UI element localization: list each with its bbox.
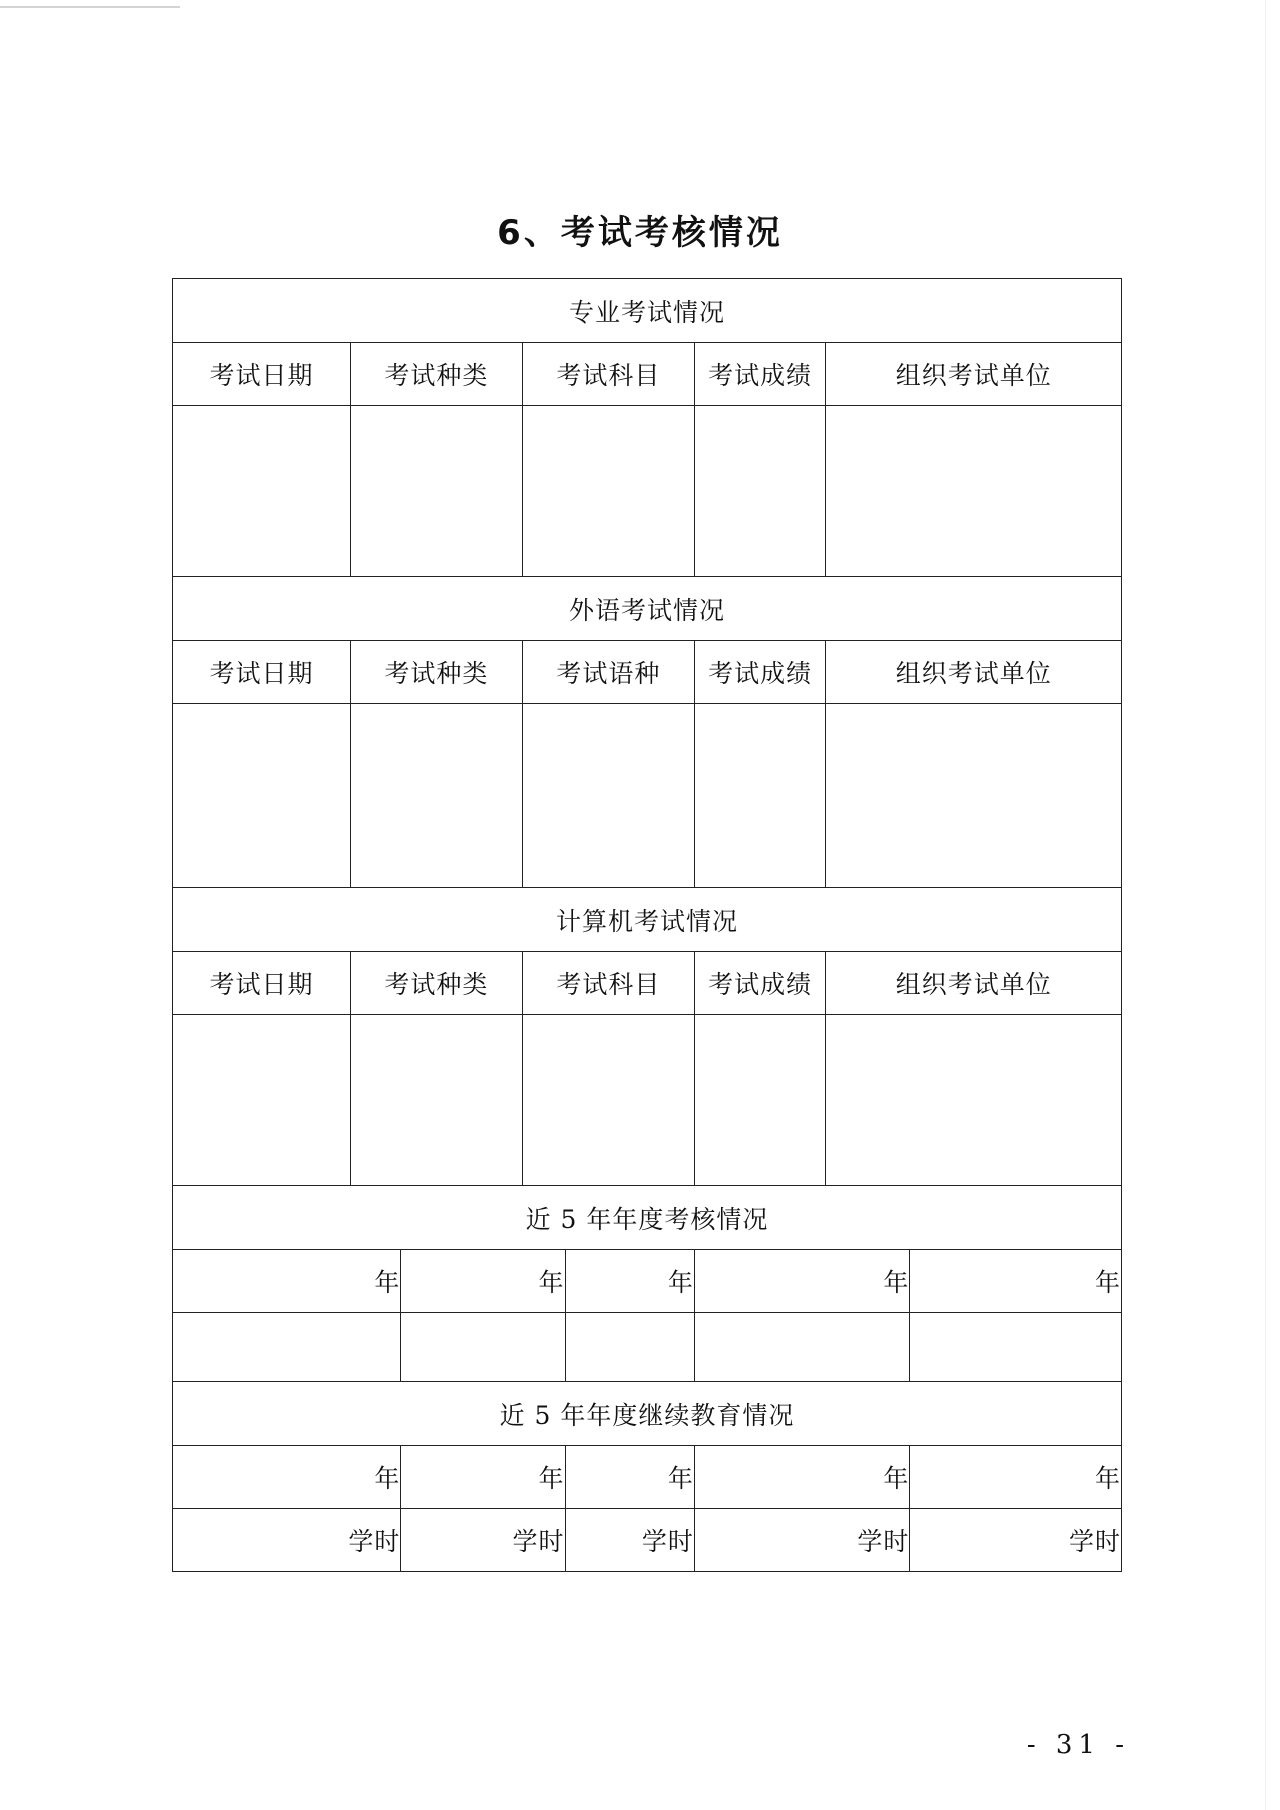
input-cell[interactable] <box>350 406 522 577</box>
column-header: 考试成绩 <box>694 952 826 1015</box>
column-header: 考试种类 <box>350 952 522 1015</box>
foreign-language-exam-heading: 外语考试情况 <box>173 577 1122 641</box>
study-hours-cell[interactable]: 学时 <box>173 1509 401 1572</box>
study-hours-cell[interactable]: 学时 <box>910 1509 1122 1572</box>
column-header: 组织考试单位 <box>826 952 1122 1015</box>
input-cell[interactable] <box>522 704 694 888</box>
year-label[interactable]: 年 <box>173 1446 401 1509</box>
year-label[interactable]: 年 <box>401 1446 565 1509</box>
column-header: 考试科目 <box>522 952 694 1015</box>
exam-assessment-form <box>172 278 1122 1572</box>
scan-edge <box>0 6 180 8</box>
page-number: - 31 - <box>1026 1730 1130 1760</box>
assessment-result-cell[interactable] <box>910 1313 1122 1382</box>
input-cell[interactable] <box>694 406 826 577</box>
column-header: 考试种类 <box>350 343 522 406</box>
input-cell[interactable] <box>173 406 351 577</box>
professional-exam-heading: 专业考试情况 <box>173 279 1122 343</box>
input-cell[interactable] <box>694 1015 826 1186</box>
scan-edge <box>1265 0 1266 1810</box>
year-label[interactable]: 年 <box>565 1250 694 1313</box>
column-header: 组织考试单位 <box>826 343 1122 406</box>
input-cell[interactable] <box>826 406 1122 577</box>
year-label[interactable]: 年 <box>694 1250 910 1313</box>
year-label[interactable]: 年 <box>565 1446 694 1509</box>
input-cell[interactable] <box>826 1015 1122 1186</box>
input-cell[interactable] <box>522 406 694 577</box>
year-label[interactable]: 年 <box>401 1250 565 1313</box>
input-cell[interactable] <box>173 1015 351 1186</box>
column-header: 考试日期 <box>173 952 351 1015</box>
input-cell[interactable] <box>694 704 826 888</box>
input-cell[interactable] <box>826 704 1122 888</box>
year-label[interactable]: 年 <box>173 1250 401 1313</box>
computer-exam-heading: 计算机考试情况 <box>173 888 1122 952</box>
input-cell[interactable] <box>350 704 522 888</box>
year-label[interactable]: 年 <box>910 1446 1122 1509</box>
assessment-result-cell[interactable] <box>173 1313 401 1382</box>
column-header: 考试成绩 <box>694 343 826 406</box>
column-header: 考试科目 <box>522 343 694 406</box>
year-label[interactable]: 年 <box>694 1446 910 1509</box>
column-header: 组织考试单位 <box>826 641 1122 704</box>
study-hours-cell[interactable]: 学时 <box>694 1509 910 1572</box>
column-header: 考试日期 <box>173 343 351 406</box>
input-cell[interactable] <box>350 1015 522 1186</box>
study-hours-cell[interactable]: 学时 <box>401 1509 565 1572</box>
continuing-education-heading: 近 5 年年度继续教育情况 <box>173 1382 1122 1446</box>
column-header: 考试成绩 <box>694 641 826 704</box>
study-hours-cell[interactable]: 学时 <box>565 1509 694 1572</box>
column-header: 考试语种 <box>522 641 694 704</box>
input-cell[interactable] <box>173 704 351 888</box>
assessment-result-cell[interactable] <box>401 1313 565 1382</box>
column-header: 考试种类 <box>350 641 522 704</box>
column-header: 考试日期 <box>173 641 351 704</box>
input-cell[interactable] <box>522 1015 694 1186</box>
assessment-result-cell[interactable] <box>565 1313 694 1382</box>
assessment-result-cell[interactable] <box>694 1313 910 1382</box>
page-title: 6、考试考核情况 <box>497 213 783 253</box>
annual-assessment-heading: 近 5 年年度考核情况 <box>173 1186 1122 1250</box>
year-label[interactable]: 年 <box>910 1250 1122 1313</box>
